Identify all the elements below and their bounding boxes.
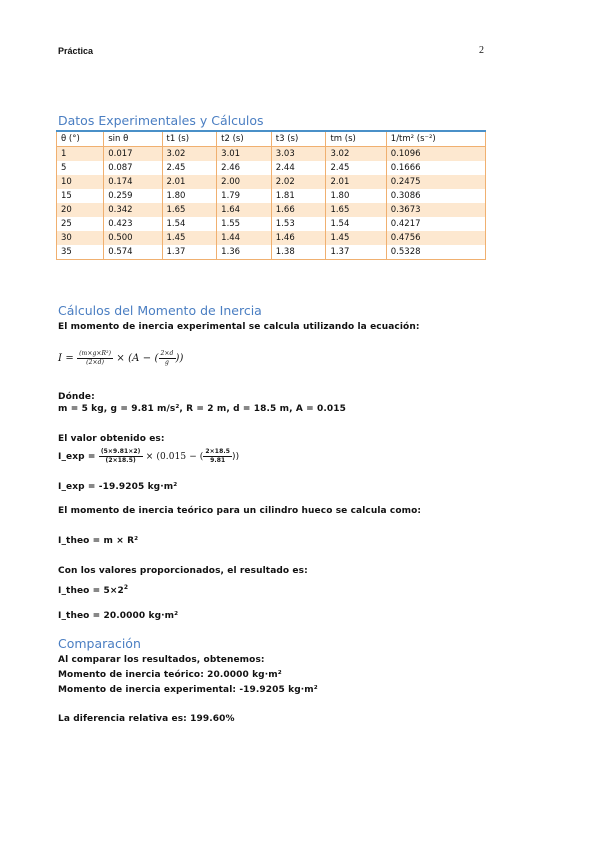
exp-result: I_exp = -19.9205 kg·m² xyxy=(58,482,178,492)
table-cell: 0.342 xyxy=(104,203,162,217)
table-cell: 0.1666 xyxy=(386,161,485,175)
table-cell: 10 xyxy=(57,175,104,189)
table-cell: 1.54 xyxy=(162,217,217,231)
table-cell: 1.53 xyxy=(271,217,326,231)
intro-text: El momento de inercia experimental se calcula utilizando la ecuación: xyxy=(58,322,420,332)
table-row xyxy=(57,231,486,245)
page-number: 2 xyxy=(479,45,484,56)
table-cell: 1.66 xyxy=(271,203,326,217)
table-cell: 1.45 xyxy=(162,231,217,245)
table-cell: 1.80 xyxy=(326,189,386,203)
table-row xyxy=(57,245,486,260)
table-cell: 25 xyxy=(57,217,104,231)
table-cell: 20 xyxy=(57,203,104,217)
table-cell: 2.46 xyxy=(217,161,272,175)
table-cell: 1.79 xyxy=(217,189,272,203)
table-cell: 15 xyxy=(57,189,104,203)
table-cell: 1.55 xyxy=(217,217,272,231)
table-header-cell: tm (s) xyxy=(326,131,386,147)
donde-label: Dónde: xyxy=(58,392,95,402)
table-cell: 1.80 xyxy=(162,189,217,203)
parameters-text: m = 5 kg, g = 9.81 m/s², R = 2 m, d = 18.5 m, A = 0.015 xyxy=(58,404,346,414)
table-cell: 0.1096 xyxy=(386,147,485,162)
table-cell: 2.44 xyxy=(271,161,326,175)
table-cell: 1.81 xyxy=(271,189,326,203)
table-cell: 2.45 xyxy=(326,161,386,175)
table-cell: 0.017 xyxy=(104,147,162,162)
table-cell: 1.37 xyxy=(162,245,217,260)
table-cell: 0.423 xyxy=(104,217,162,231)
table-cell: 0.3673 xyxy=(386,203,485,217)
table-cell: 0.087 xyxy=(104,161,162,175)
table-cell: 0.5328 xyxy=(386,245,485,260)
table-cell: 35 xyxy=(57,245,104,260)
table-cell: 0.500 xyxy=(104,231,162,245)
table-cell: 0.574 xyxy=(104,245,162,260)
teo-intro: El momento de inercia teórico para un cilindro hueco se calcula como: xyxy=(58,506,422,516)
table-cell: 0.2475 xyxy=(386,175,485,189)
valores-label: Con los valores proporcionados, el resultado es: xyxy=(58,566,308,576)
section-title-datos: Datos Experimentales y Cálculos xyxy=(58,113,264,128)
table-cell: 1.65 xyxy=(162,203,217,217)
table-cell: 3.01 xyxy=(217,147,272,162)
table-cell: 30 xyxy=(57,231,104,245)
table-cell: 0.259 xyxy=(104,189,162,203)
diferencia-line: La diferencia relativa es: 199.60% xyxy=(58,714,235,724)
table-cell: 5 xyxy=(57,161,104,175)
general-formula: I = $\frac{\text{(m×g×R²)}}{(2\times d)}$ × (A − ( $\frac{2\times d}{g}$ )) xyxy=(58,350,184,366)
table-cell: 3.03 xyxy=(271,147,326,162)
table-cell: 1.36 xyxy=(217,245,272,260)
table-cell: 2.00 xyxy=(217,175,272,189)
table-cell: 1.54 xyxy=(326,217,386,231)
table-header-cell: t1 (s) xyxy=(162,131,217,147)
table-cell: 2.45 xyxy=(162,161,217,175)
table-row xyxy=(57,161,486,175)
table-header-cell: t2 (s) xyxy=(217,131,272,147)
table-cell: 2.01 xyxy=(326,175,386,189)
table-cell: 1.65 xyxy=(326,203,386,217)
table-cell: 1.45 xyxy=(326,231,386,245)
table-cell: 1.38 xyxy=(271,245,326,260)
table-header-cell: θ (°) xyxy=(57,131,104,147)
table-cell: 1.46 xyxy=(271,231,326,245)
experimental-line: Momento de inercia experimental: -19.9205 kg·m² xyxy=(58,685,318,695)
table-row xyxy=(57,217,486,231)
table-header-row xyxy=(57,131,486,147)
table-cell: 3.02 xyxy=(162,147,217,162)
table-cell: 1.64 xyxy=(217,203,272,217)
table-cell: 1 xyxy=(57,147,104,162)
valor-label: El valor obtenido es: xyxy=(58,434,165,444)
table-cell: 0.3086 xyxy=(386,189,485,203)
table-header-cell: t3 (s) xyxy=(271,131,326,147)
data-table xyxy=(56,130,486,260)
table-row xyxy=(57,203,486,217)
exp-formula: I_exp = $\frac{(5\times 9.81\times 2)}{(2\times 18.5)}$ × (0.015 − ( $\frac{2\times 18.5}{9.81}$ )) xyxy=(58,448,240,464)
teo-result: I_theo = 20.0000 kg·m² xyxy=(58,611,179,621)
table-cell: 3.02 xyxy=(326,147,386,162)
comparacion-intro: Al comparar los resultados, obtenemos: xyxy=(58,655,265,665)
section-title-comparacion: Comparación xyxy=(58,636,141,651)
table-cell: 0.174 xyxy=(104,175,162,189)
section-title-calculos: Cálculos del Momento de Inercia xyxy=(58,303,262,318)
table-cell: 0.4217 xyxy=(386,217,485,231)
teorico-line: Momento de inercia teórico: 20.0000 kg·m² xyxy=(58,670,282,680)
table-cell: 0.4756 xyxy=(386,231,485,245)
table-row xyxy=(57,175,486,189)
table-cell: 2.01 xyxy=(162,175,217,189)
table-row xyxy=(57,147,486,162)
table-cell: 1.44 xyxy=(217,231,272,245)
teo-substitution: I_theo = $5\times 2^2$ xyxy=(58,584,129,596)
table-header-cell: sin θ xyxy=(104,131,162,147)
table-cell: 2.02 xyxy=(271,175,326,189)
table-row xyxy=(57,189,486,203)
teo-formula: I_theo = m × R² xyxy=(58,536,139,546)
page-header-title: Práctica xyxy=(58,46,94,56)
table-cell: 1.37 xyxy=(326,245,386,260)
table-header-cell: 1/tm² (s⁻²) xyxy=(386,131,485,147)
